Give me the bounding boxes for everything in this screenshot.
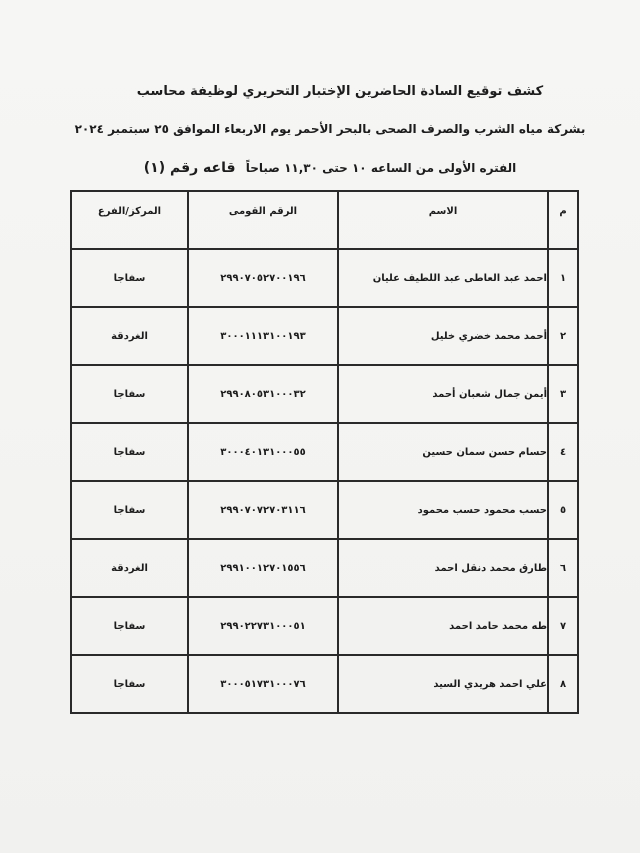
row-national-id: ٢٩٩٠٧٠٧٢٧٠٣١١٦ [188,481,338,539]
row-national-id: ٢٩٩٠٨٠٥٣١٠٠٠٣٢ [188,365,338,423]
row-name: أيمن جمال شعبان أحمد [338,365,548,423]
row-name: احمد عبد العاطى عبد اللطيف عليان [338,249,548,307]
row-name: علي احمد هريدي السيد [338,655,548,713]
header-branch: المركز/الفرع [71,191,188,249]
table-row [71,655,578,713]
row-branch: الغردقة [71,539,188,597]
table-row [71,539,578,597]
row-num: ٥ [548,481,578,539]
row-branch: سفاجا [71,423,188,481]
row-national-id: ٣٠٠٠٥١٧٣١٠٠٠٧٦ [188,655,338,713]
row-num: ٢ [548,307,578,365]
header-name: الاسم [338,191,548,249]
row-num: ٧ [548,597,578,655]
header-num: م [548,191,578,249]
table-header-row [71,191,578,249]
row-national-id: ٢٩٩١٠٠١٢٧٠١٥٥٦ [188,539,338,597]
row-branch: سفاجا [71,655,188,713]
row-branch: الغردقة [71,307,188,365]
table-row [71,307,578,365]
row-name: أحمد محمد خضري خليل [338,307,548,365]
row-num: ١ [548,249,578,307]
row-national-id: ٣٠٠٠٤٠١٣١٠٠٠٥٥ [188,423,338,481]
row-national-id: ٣٠٠٠١١١٣١٠٠١٩٣ [188,307,338,365]
row-branch: سفاجا [71,597,188,655]
row-branch: سفاجا [71,249,188,307]
table-row [71,423,578,481]
row-branch: سفاجا [71,481,188,539]
row-num: ٨ [548,655,578,713]
header-national-id: الرقم القومى [188,191,338,249]
row-national-id: ٢٩٩٠٧٠٥٢٧٠٠١٩٦ [188,249,338,307]
table-row [71,481,578,539]
document-title: كشف توقيع السادة الحاضرين الإختبار التحريري لوظيفة محاسب [136,84,544,99]
table-row [71,365,578,423]
table-row [71,249,578,307]
row-num: ٤ [548,423,578,481]
row-name: حسب محمود حسب محمود [338,481,548,539]
document-subtitle: بشركة مياه الشرب والصرف الصحى بالبحر الأحمر يوم الاربعاء الموافق ٢٥ سبتمبر ٢٠٢٤ [74,122,586,136]
session-period [40,160,620,176]
row-num: ٣ [548,365,578,423]
row-name: طه محمد حامد احمد [338,597,548,655]
row-branch: سفاجا [71,365,188,423]
row-name: حسام حسن سمان حسين [338,423,548,481]
hall-number: قاعه رقم (١) [143,160,236,176]
attendance-table [70,190,579,714]
table-row [71,597,578,655]
row-name: طارق محمد دنقل احمد [338,539,548,597]
row-national-id: ٢٩٩٠٢٢٧٣١٠٠٠٥١ [188,597,338,655]
period-text: الفتره الأولى من الساعه ١٠ حتى ١١,٣٠ صباحاً [245,161,517,175]
row-num: ٦ [548,539,578,597]
